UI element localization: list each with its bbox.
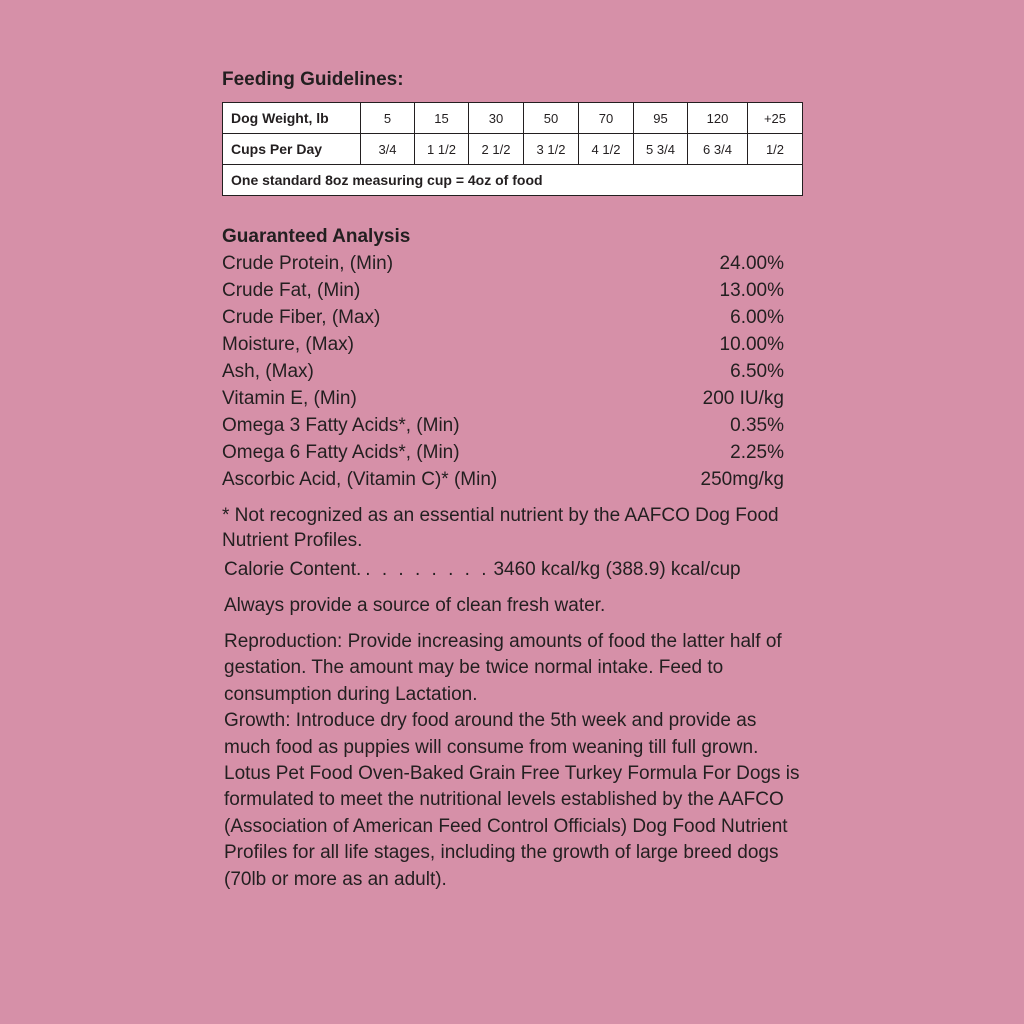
cups-cell: 4 1/2 xyxy=(579,134,634,165)
weight-cell: 50 xyxy=(524,103,579,134)
analysis-value: 250mg/kg xyxy=(700,469,784,490)
analysis-value: 13.00% xyxy=(719,280,784,301)
weight-cell: +25 xyxy=(748,103,803,134)
calorie-value: 3460 kcal/kg (388.9) kcal/cup xyxy=(493,559,741,580)
calorie-leader-dots: . . . . . . . . xyxy=(365,559,490,580)
list-item xyxy=(222,331,784,358)
list-item xyxy=(222,304,784,331)
feeding-guidelines-title: Feeding Guidelines: xyxy=(222,69,404,90)
analysis-value: 6.00% xyxy=(730,307,784,328)
list-item xyxy=(222,358,784,385)
list-item xyxy=(222,412,784,439)
analysis-label: Crude Fiber, (Max) xyxy=(222,307,381,328)
cups-row-label: Cups Per Day xyxy=(223,134,361,165)
growth-paragraph: Growth: Introduce dry food around the 5th week and provide as much food as puppies will consume from weaning till full grown. xyxy=(224,710,759,758)
analysis-label: Omega 6 Fatty Acids*, (Min) xyxy=(222,442,460,463)
table-row xyxy=(223,165,803,196)
table-row xyxy=(223,134,803,165)
analysis-label: Ascorbic Acid, (Vitamin C)* (Min) xyxy=(222,469,498,490)
cups-cell: 2 1/2 xyxy=(469,134,524,165)
analysis-label: Crude Fat, (Min) xyxy=(222,280,361,301)
analysis-label: Ash, (Max) xyxy=(222,361,314,382)
label-panel xyxy=(222,66,812,893)
list-item xyxy=(222,385,784,412)
weight-cell: 5 xyxy=(361,103,415,134)
analysis-value: 6.50% xyxy=(730,361,784,382)
calorie-content xyxy=(222,557,812,583)
weight-cell: 30 xyxy=(469,103,524,134)
cups-cell: 3 1/2 xyxy=(524,134,579,165)
water-note: Always provide a source of clean fresh water. xyxy=(224,595,606,616)
table-row xyxy=(223,103,803,134)
feeding-table xyxy=(222,102,803,196)
list-item xyxy=(222,439,784,466)
cups-cell: 5 3/4 xyxy=(634,134,688,165)
analysis-label: Moisture, (Max) xyxy=(222,334,354,355)
calorie-label: Calorie Content. xyxy=(224,559,362,580)
cups-cell: 1/2 xyxy=(748,134,803,165)
list-item xyxy=(222,250,784,277)
list-item xyxy=(222,277,784,304)
cups-cell: 6 3/4 xyxy=(688,134,748,165)
weight-row-label: Dog Weight, lb xyxy=(223,103,361,134)
feeding-instructions xyxy=(222,629,808,893)
guaranteed-analysis-title: Guaranteed Analysis xyxy=(222,226,411,247)
list-item xyxy=(222,466,784,493)
cups-cell: 3/4 xyxy=(361,134,415,165)
measuring-cup-note: One standard 8oz measuring cup = 4oz of food xyxy=(223,165,803,196)
weight-cell: 70 xyxy=(579,103,634,134)
analysis-value: 2.25% xyxy=(730,442,784,463)
aafco-footnote: * Not recognized as an essential nutrient by the AAFCO Dog Food Nutrient Profiles. xyxy=(222,505,779,551)
analysis-label: Omega 3 Fatty Acids*, (Min) xyxy=(222,415,460,436)
analysis-label: Vitamin E, (Min) xyxy=(222,388,357,409)
weight-cell: 15 xyxy=(415,103,469,134)
analysis-label: Crude Protein, (Min) xyxy=(222,253,394,274)
analysis-list xyxy=(222,250,812,493)
reproduction-paragraph: Reproduction: Provide increasing amounts of food the latter half of gestation. The amount may be twice normal intake. Feed to consumption during Lactation. xyxy=(224,631,782,705)
analysis-value: 200 IU/kg xyxy=(702,388,784,409)
analysis-value: 0.35% xyxy=(730,415,784,436)
analysis-value: 24.00% xyxy=(719,253,784,274)
weight-cell: 95 xyxy=(634,103,688,134)
cups-cell: 1 1/2 xyxy=(415,134,469,165)
analysis-value: 10.00% xyxy=(719,334,784,355)
aafco-statement-paragraph: Lotus Pet Food Oven-Baked Grain Free Turkey Formula For Dogs is formulated to meet the nutritional levels established by the AAFCO (Association of American Feed Control Officials) Dog Food Nutrient Profiles for all life stages, including the growth of large breed dogs (70lb or more as an adult). xyxy=(224,763,800,890)
weight-cell: 120 xyxy=(688,103,748,134)
